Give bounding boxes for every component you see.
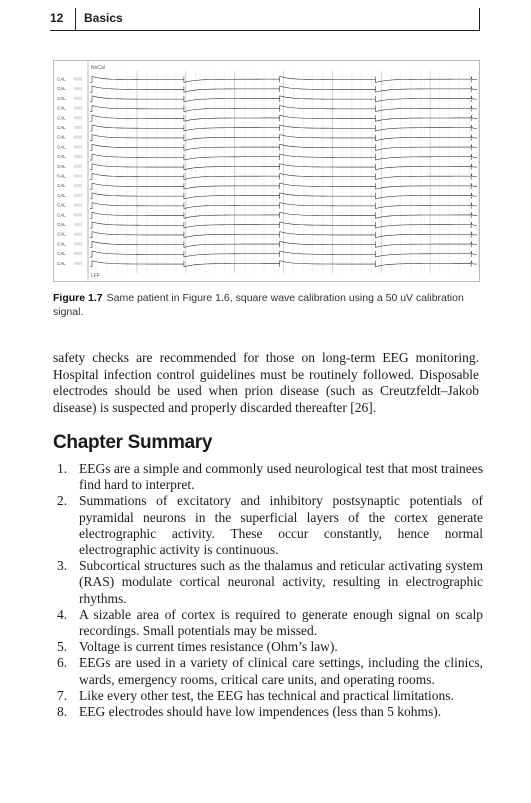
chapter-summary-list (53, 461, 483, 720)
channel-scale-marker (74, 194, 82, 197)
figure-bottom-label: LFF (91, 273, 100, 279)
channel-scale-marker (74, 136, 82, 139)
channel-label: CAL (57, 231, 66, 237)
figure-label: Figure 1.7 (53, 292, 103, 304)
chapter-summary-heading: Chapter Summary (53, 432, 213, 453)
channel-scale-marker (74, 223, 82, 226)
channel-scale-marker (74, 184, 82, 187)
section-title: Basics (84, 11, 123, 25)
channel-label: CAL (57, 86, 66, 92)
channel-scale-marker (74, 77, 82, 80)
list-item: 1. EEGs are a simple and commonly used neurological test that most trainees find hard to interpret. (57, 461, 483, 493)
list-item: 5. Voltage is current times resistance (Ohm’s law). (57, 639, 338, 655)
list-item: 6. EEGs are used in a variety of clinical care settings, including the clinics, wards, emergency rooms, critical care units, and operating rooms. (57, 655, 483, 687)
channel-label: CAL (57, 212, 66, 218)
channel-label: CAL (57, 251, 66, 257)
channel-scale-marker (74, 87, 82, 90)
channel-scale-marker (74, 107, 82, 110)
page-number: 12 (50, 11, 64, 25)
channel-scale-marker (74, 116, 82, 119)
eeg-calibration-figure (53, 60, 480, 282)
page-header (50, 8, 480, 31)
channel-label: CAL (57, 115, 66, 121)
channel-scale-marker (74, 155, 82, 158)
channel-label: CAL (57, 163, 66, 169)
header-right-rule (479, 8, 480, 30)
channel-scale-marker (74, 204, 82, 207)
list-item: 8. EEG electrodes should have low impendences (less than 5 kohms). (57, 704, 442, 720)
channel-scale-marker (74, 126, 82, 129)
eeg-trace-canvas (54, 61, 479, 281)
channel-label: CAL (57, 154, 66, 160)
channel-scale-marker (74, 233, 82, 236)
channel-label: CAL (57, 76, 66, 82)
channel-label: CAL (57, 221, 66, 227)
list-item: 2. Summations of excitatory and inhibitory postsynaptic potentials of pyramidal neurons in the superficial layers of the cortex generate electrographic activity. These occur constantly, hence normal electrographic activity is continuous. (57, 493, 483, 558)
channel-label: CAL (57, 105, 66, 111)
channel-label: CAL (57, 260, 66, 266)
channel-label: CAL (57, 192, 66, 198)
body-paragraph: safety checks are recommended for those on long-term EEG monitoring. Hospital infection control guidelines must be routinely followed. Disposable electrodes should be used when prion disease (such as Creutzfeldt–Jakob disease) is suspected and properly discarded thereafter [26]. (53, 350, 479, 415)
list-item: 3. Subcortical structures such as the thalamus and reticular activating system (RAS) modulate cortical neuronal activity, resulting in electrographic rhythms. (57, 558, 483, 606)
figure-top-label: NoCal (91, 65, 105, 71)
channel-scale-marker (74, 174, 82, 177)
channel-scale-marker (74, 262, 82, 265)
channel-label: CAL (57, 183, 66, 189)
channel-scale-marker (74, 145, 82, 148)
channel-label: CAL (57, 202, 66, 208)
channel-scale-marker (74, 97, 82, 100)
list-item: 7. Like every other test, the EEG has technical and practical limitations. (57, 687, 454, 703)
channel-scale-marker (74, 242, 82, 245)
channel-label: CAL (57, 95, 66, 101)
channel-label: CAL (57, 144, 66, 150)
channel-label: CAL (57, 124, 66, 130)
channel-scale-marker (74, 252, 82, 255)
channel-label: CAL (57, 134, 66, 140)
channel-scale-marker (74, 213, 82, 216)
caption-text: Same patient in Figure 1.6, square wave calibration using a 50 uV calibration signal. (53, 292, 464, 318)
channel-label: CAL (57, 173, 66, 179)
list-item: 4. A sizable area of cortex is required to generate enough signal on scalp recordings. Small potentials may be missed. (57, 606, 483, 639)
figure-caption (53, 291, 485, 319)
channel-label: CAL (57, 241, 66, 247)
header-separator (75, 8, 76, 30)
channel-scale-marker (74, 165, 82, 168)
